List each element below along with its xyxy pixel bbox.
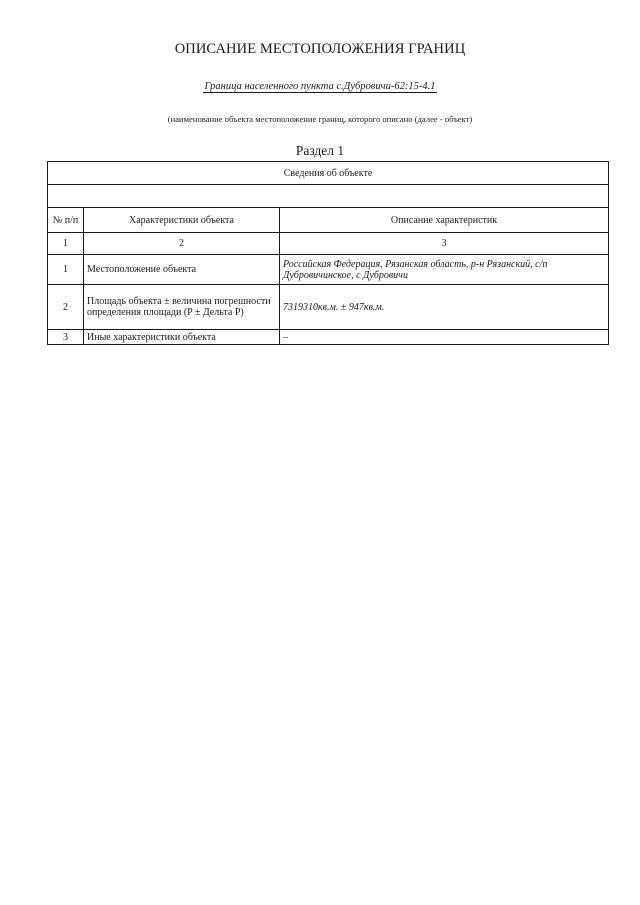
table-blank-row (48, 185, 609, 208)
row-description: 7319310кв.м. ± 947кв.м. (280, 285, 609, 330)
table-row (48, 330, 609, 345)
blank-cell (48, 185, 609, 208)
row-characteristic: Площадь объекта ± величина погрешности определения площади (P ± Дельта P) (84, 285, 280, 330)
column-number: 2 (84, 233, 280, 255)
table-heading-row (48, 162, 609, 185)
row-number: 2 (48, 285, 84, 330)
table-heading: Сведения об объекте (48, 162, 609, 185)
row-number: 3 (48, 330, 84, 345)
object-name: Граница населенного пункта с.Дубровичи-62:15-4.1 (204, 81, 436, 92)
row-number: 1 (48, 255, 84, 285)
row-characteristic: Местоположение объекта (84, 255, 280, 285)
column-header-characteristic: Характеристики объекта (84, 208, 280, 233)
column-header-num: № п/п (48, 208, 84, 233)
column-header-description: Описание характеристик (280, 208, 609, 233)
row-description: – (280, 330, 609, 345)
object-info-table (47, 161, 609, 345)
row-characteristic: Иные характеристики объекта (84, 330, 280, 345)
document-title: ОПИСАНИЕ МЕСТОПОЛОЖЕНИЯ ГРАНИЦ (174, 41, 466, 57)
table-row (48, 285, 609, 330)
column-number: 1 (48, 233, 84, 255)
column-number: 3 (280, 233, 609, 255)
table-row (48, 255, 609, 285)
column-numbers-row (48, 233, 609, 255)
column-header-row (48, 208, 609, 233)
object-caption: (наименование объекта местоположение границ, которого описано (далее - объект) (167, 114, 473, 124)
row-description: Российская Федерация, Рязанская область, р-н Рязанский, с/п Дубровичинское, с Дубровичи (280, 255, 609, 285)
object-name-line (0, 81, 640, 92)
section-title: Раздел 1 (295, 143, 345, 158)
